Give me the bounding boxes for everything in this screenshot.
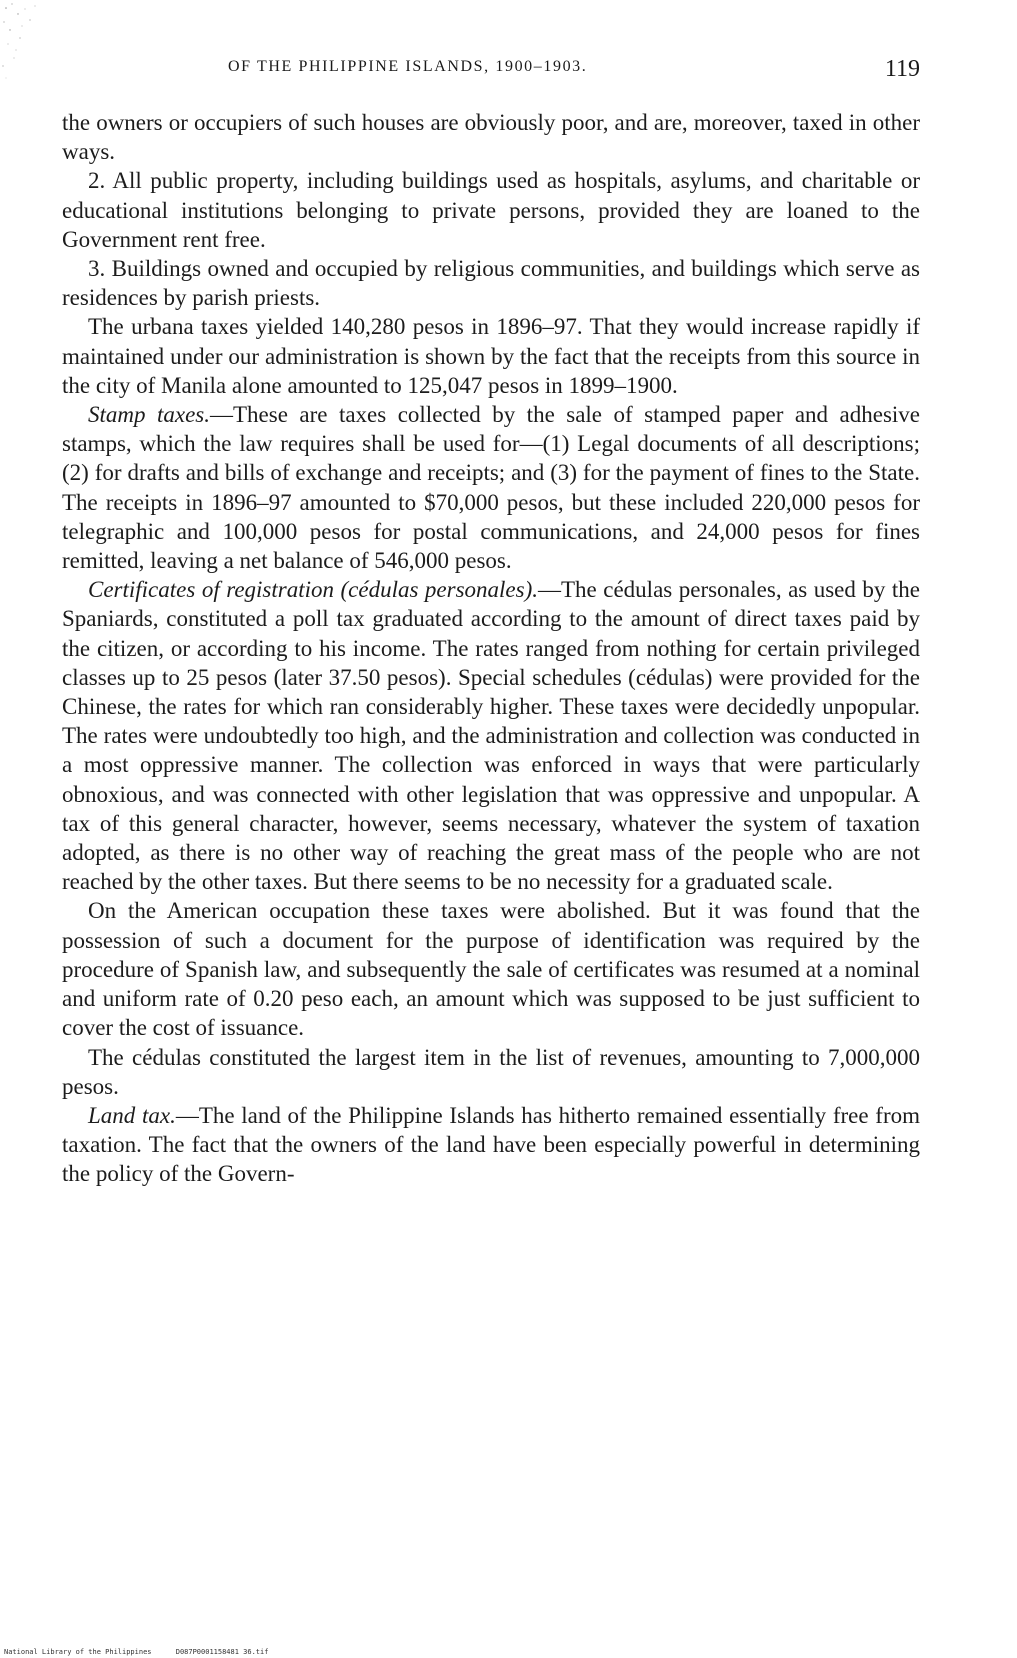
paragraph-land-tax — [62, 1101, 920, 1189]
paragraph-urbana-taxes: The urbana taxes yielded 140,280 pesos in 1896–97. That they would increase rapidly if maintained under our administration is shown by the fact that the receipts from this source in the city of Manila alone amounted to 125,047 pesos in 1899–1900. — [62, 314, 920, 398]
running-head: OF THE PHILIPPINE ISLANDS, 1900–1903. — [228, 58, 588, 75]
footer-file: D087P0001158481 36.tif — [175, 1648, 269, 1656]
paragraph-certificates — [62, 575, 920, 896]
paragraph-continuation: the owners or occupiers of such houses are obviously poor, and are, moreover, taxed in other ways. — [62, 110, 920, 165]
paragraph-cedulas-revenue: The cédulas constituted the largest item in the list of revenues, amounting to 7,000,000 pesos. — [62, 1044, 920, 1099]
page-header — [60, 52, 920, 92]
paragraph-item-3: 3. Buildings owned and occupied by religious communities, and buildings which serve as residences by parish priests. — [62, 256, 920, 311]
certificates-heading: Certificates of registration (cédulas personales). — [88, 577, 538, 603]
paragraph-american-occupation: On the American occupation these taxes were abolished. But it was found that the possession of such a document for the purpose of identification was required by the procedure of Spanish law, and subsequently the sale of certificates was resumed at a nominal and uniform rate of 0.20 peso each, an amount which was supposed to be just sufficient to cover the cost of issuance. — [62, 898, 920, 1041]
land-tax-heading: Land tax. — [88, 1102, 176, 1128]
scan-footer — [4, 1648, 268, 1656]
body-text — [62, 108, 920, 1189]
stamp-taxes-heading: Stamp taxes. — [88, 402, 210, 428]
paragraph-item-2: 2. All public property, including buildings used as hospitals, asylums, and charitable or educational institutions belonging to private persons, provided they are loaned to the Government rent free. — [62, 168, 920, 252]
page-number: 119 — [884, 56, 920, 82]
land-tax-text: —The land of the Philippine Islands has hitherto remained essentially free from taxation. The fact that the owners of the land have been especially powerful in determining the policy of the Govern- — [62, 1102, 920, 1187]
paragraph-stamp-taxes — [62, 400, 920, 575]
stamp-taxes-text: —These are taxes collected by the sale of stamped paper and adhesive stamps, which the law requires shall be used for—(1) Legal documents of all descriptions; (2) for drafts and bills of exchange and receipts; and (3) for the payment of fines to the State. The receipts in 1896–97 amounted to $70,000 pesos, but these included 220,000 pesos for telegraphic and 100,000 pesos for postal communications, and 24,000 pesos for fines remitted, leaving a net balance of 546,000 pesos. — [62, 402, 920, 574]
footer-library: National Library of the Philippines — [4, 1648, 152, 1656]
certificates-text: —The cédulas personales, as used by the Spaniards, constituted a poll tax graduated according to the amount of direct taxes paid by the citizen, or according to his income. The rates ranged from nothing for certain privileged classes up to 25 pesos (later 37.50 pesos). Special schedules (cédulas) were provided for the Chinese, the rates for which ran considerably higher. These taxes were decidedly unpopular. The rates were undoubtedly too high, and the administration and collection was conducted in a most oppressive manner. The collection was enforced in ways that were particularly obnoxious, and was connected with other legislation that was oppressive and unpopular. A tax of this general character, however, seems necessary, whatever the system of taxation adopted, as there is no other way of reaching the great mass of the people who are not reached by the other taxes. But there seems to be no necessity for a graduated scale. — [62, 577, 921, 895]
scan-speckle-decoration — [0, 0, 60, 90]
